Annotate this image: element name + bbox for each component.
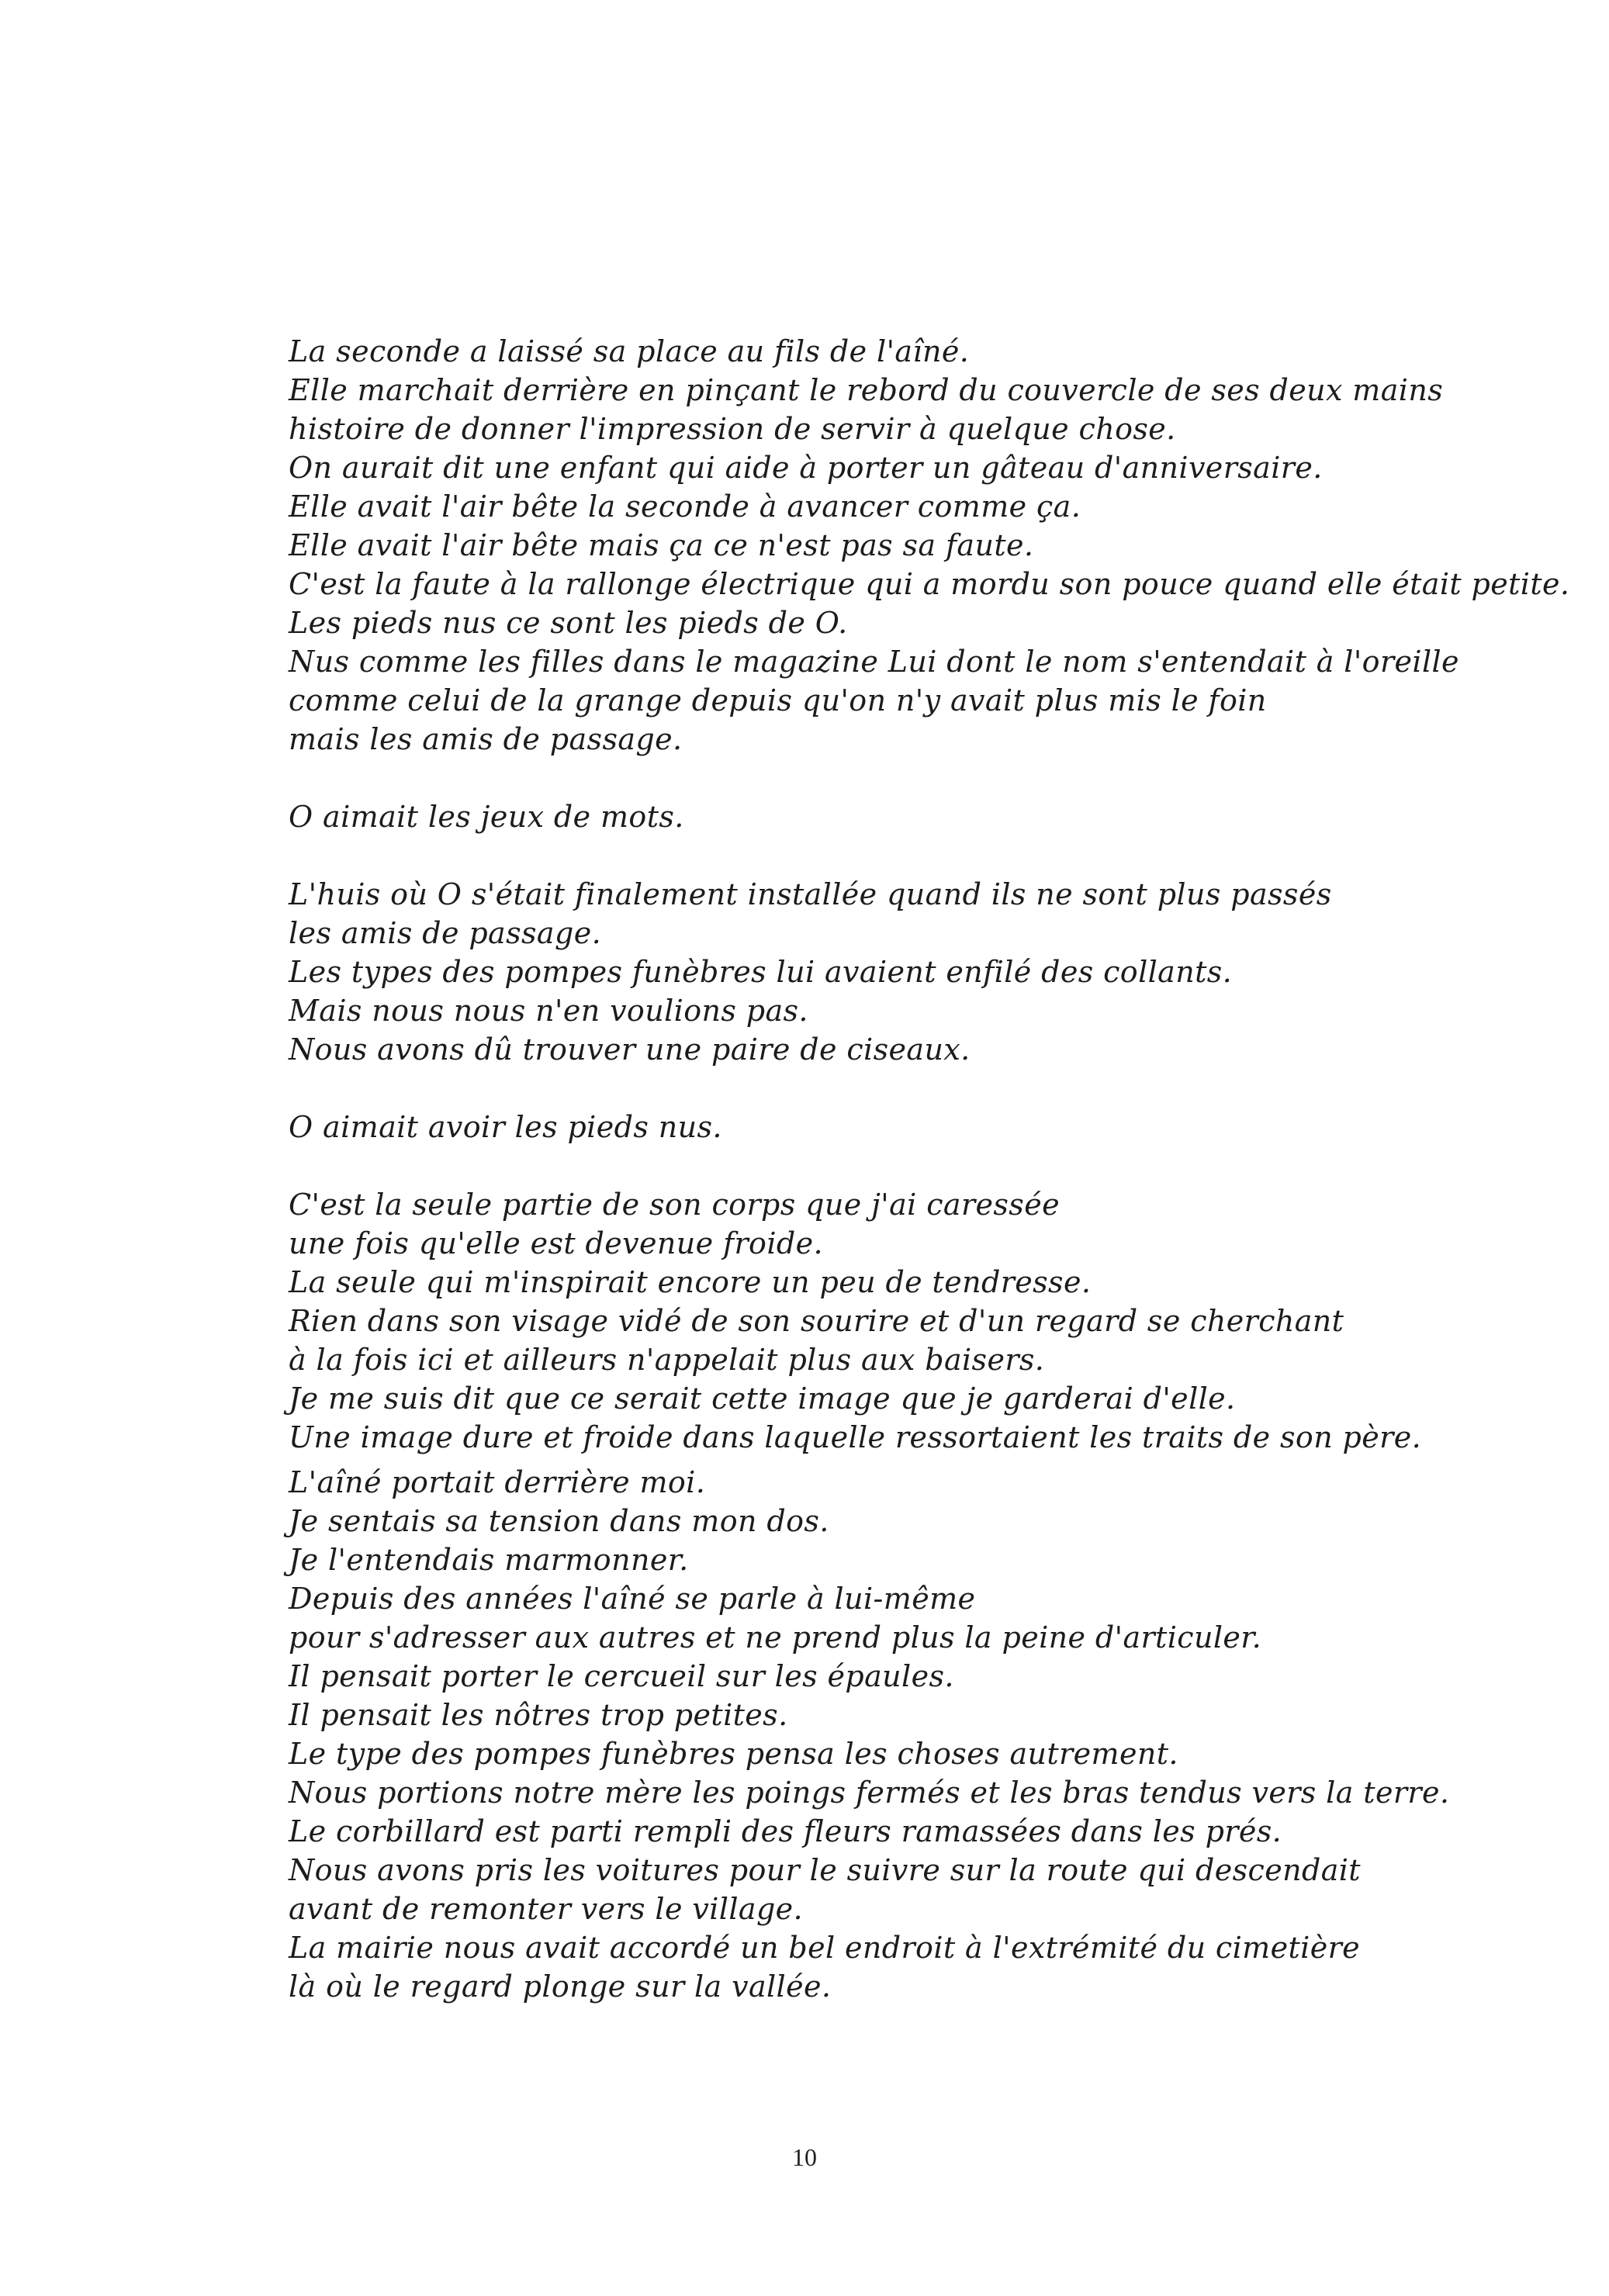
- stanza-gap: [289, 1146, 1576, 1185]
- poem-line: les amis de passage.: [289, 916, 602, 950]
- poem-line: Il pensait les nôtres trop petites.: [289, 1698, 788, 1732]
- poem-line: Mais nous nous n'en voulions pas.: [289, 994, 808, 1028]
- stanza-gap: [289, 759, 1576, 797]
- poem-line: C'est la faute à la rallonge électrique qui a mordu son pouce quand elle était petite.: [289, 567, 1570, 601]
- poem-line: Nous avons pris les voitures pour le suivre sur la route qui descendait: [289, 1853, 1361, 1887]
- poem-line: Je me suis dit que ce serait cette image que je garderai d'elle.: [289, 1381, 1236, 1416]
- poem-line: Le type des pompes funèbres pensa les choses autrement.: [289, 1737, 1178, 1771]
- poem-line: Le corbillard est parti rempli des fleurs ramassées dans les prés.: [289, 1814, 1282, 1848]
- poem-line: On aurait dit une enfant qui aide à porter un gâteau d'anniversaire.: [289, 451, 1323, 485]
- poem-line: C'est la seule partie de son corps que j'ai caressée: [289, 1188, 1060, 1222]
- poem-line: une fois qu'elle est devenue froide.: [289, 1226, 823, 1260]
- poem-line: comme celui de la grange depuis qu'on n'y avait plus mis le foin: [289, 683, 1267, 718]
- stanza-gap: [289, 1457, 1576, 1463]
- poem-line: L'huis où O s'était finalement installée quand ils ne sont plus passés: [289, 877, 1332, 911]
- poem-line: L'aîné portait derrière moi.: [289, 1465, 706, 1499]
- poem-line: Nous avons dû trouver une paire de ciseaux.: [289, 1032, 971, 1067]
- stanza: [289, 1185, 1576, 1457]
- poem-line: La mairie nous avait accordé un bel endroit à l'extrémité du cimetière: [289, 1931, 1361, 1965]
- poem-line: histoire de donner l'impression de servir à quelque chose.: [289, 412, 1176, 446]
- poem-line: avant de remonter vers le village.: [289, 1892, 804, 1926]
- poem-line: Rien dans son visage vidé de son sourire et d'un regard se cherchant: [289, 1304, 1344, 1338]
- poem-line: Elle marchait derrière en pinçant le rebord du couvercle de ses deux mains: [289, 373, 1444, 407]
- poem-text: [289, 332, 1576, 2006]
- stanza: [289, 1108, 1576, 1146]
- poem-line: La seule qui m'inspirait encore un peu de tendresse.: [289, 1265, 1092, 1299]
- poem-line: Il pensait porter le cercueil sur les épaules.: [289, 1659, 954, 1693]
- page-number: 10: [792, 2143, 817, 2171]
- poem-line: Elle avait l'air bête la seconde à avancer comme ça.: [289, 489, 1081, 524]
- poem-line: Elle avait l'air bête mais ça ce n'est pas sa faute.: [289, 528, 1034, 562]
- poem-line: O aimait avoir les pieds nus.: [289, 1110, 722, 1144]
- poem-line: O aimait les jeux de mots.: [289, 800, 684, 834]
- stanza-gap: [289, 1069, 1576, 1108]
- poem-line: pour s'adresser aux autres et ne prend plus la peine d'articuler.: [289, 1620, 1262, 1655]
- poem-line: Je sentais sa tension dans mon dos.: [289, 1504, 829, 1538]
- poem-line: Une image dure et froide dans laquelle ressortaient les traits de son père.: [289, 1420, 1422, 1454]
- stanza: [289, 1463, 1576, 2006]
- stanza: [289, 875, 1576, 1069]
- poem-line: Depuis des années l'aîné se parle à lui-même: [289, 1582, 976, 1616]
- poem-line: Nous portions notre mère les poings fermés et les bras tendus vers la terre.: [289, 1776, 1450, 1810]
- stanza: [289, 797, 1576, 836]
- poem-line: à la fois ici et ailleurs n'appelait plus aux baisers.: [289, 1343, 1045, 1377]
- poem-line: La seconde a laissé sa place au fils de l'aîné.: [289, 334, 970, 368]
- poem-line: Nus comme les filles dans le magazine Lui dont le nom s'entendait à l'oreille: [289, 645, 1459, 679]
- poem-line: Je l'entendais marmonner.: [289, 1543, 689, 1577]
- poem-line: Les types des pompes funèbres lui avaient enfilé des collants.: [289, 955, 1233, 989]
- stanza: [289, 332, 1576, 759]
- poem-line: mais les amis de passage.: [289, 722, 683, 756]
- poem-line: Les pieds nus ce sont les pieds de O.: [289, 606, 848, 640]
- stanza-gap: [289, 836, 1576, 875]
- poem-line: là où le regard plonge sur la vallée.: [289, 1969, 832, 2004]
